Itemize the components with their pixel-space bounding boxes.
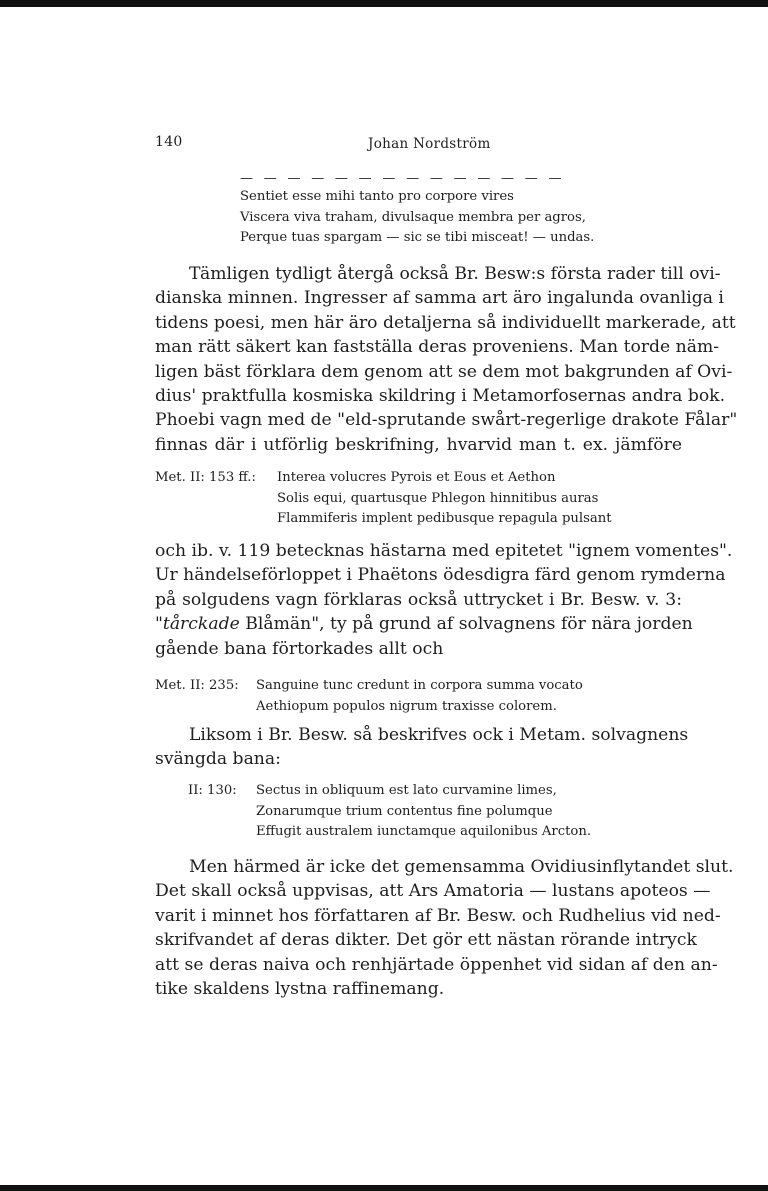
citation-met-2-235 [155,676,583,717]
text-line: tidens poesi, men här äro detaljerna så individuellt markerade, att [155,312,736,333]
text-line: dius' praktfulla kosmiska skildring i Metamorfosernas andra bok. [155,386,726,407]
text-line: Det skall också uppvisas, att Ars Amatoria — lustans apoteos — [155,881,711,902]
text-line-with-italic [155,612,693,636]
text-line: ligen bäst förklara dem genom att se dem mot bakgrunden af Ovi- [155,361,733,382]
paragraph-4 [155,855,734,1001]
text-line: dianska minnen. Ingresser af samma art äro ingalunda ovanliga i [155,288,724,309]
text-line: skrifvandet af deras dikter. Det gör ett nästan rörande intryck [155,930,697,951]
citation-reference: Met. II: 235: [155,678,239,693]
verse-line: Sentiet esse mihi tanto pro corpore vires [240,189,514,204]
text-line: på solgudens vagn förklaras också uttrycket i Br. Besw. v. 3: [155,589,682,610]
line-remainder: Blåmän", ty på grund af solvagnens för nära jorden [239,614,693,635]
text-line: man rätt säkert kan fastställa deras proveniens. Man torde näm- [155,337,720,358]
verse-line: Perque tuas spargam — sic se tibi misceat! — undas. [240,230,595,245]
citation-2-130 [188,781,591,843]
text-line: tike skaldens lystna raffinemang. [155,979,445,1000]
verse-quotation-1 [240,187,594,249]
text-line: finnas där i utförlig beskrifning, hvarvid man t. ex. jämföre [155,434,682,455]
paragraph-2 [155,539,733,661]
paragraph-1 [155,262,738,457]
text-line: och ib. v. 119 betecknas hästarna med epitetet "ignem vomentes". [155,541,733,561]
text-line: Tämligen tydligt återgå också Br. Besw:s första rader till ovi- [189,264,721,284]
verse-line: Viscera viva traham, divulsaque membra per agros, [240,209,586,225]
text-line: Ur händelseförloppet i Phaëtons ödesdigra färd genom rymderna [155,565,726,586]
verse-line: Solis equi, quartusque Phlegon hinnitibus auras [277,490,599,506]
text-line: gående bana förtorkades allt och [155,638,444,659]
text-line: Liksom i Br. Besw. så beskrifves ock i Metam. solvagnens [189,725,689,745]
text-line: svängda bana: [155,749,281,770]
verse-line: Flammiferis implent pedibusque repagula pulsant [277,511,612,526]
text-line: Men härmed är icke det gemensamma Ovidiusinflytandet slut. [189,857,734,877]
text-line: att se deras naiva och renhjärtade öppenhet vid sidan af den an- [155,954,718,975]
paragraph-3 [155,723,689,772]
text-line: varit i minnet hos författaren af Br. Besw. och Rudhelius vid ned- [155,905,721,926]
verse-line: Effugit australem iunctamque aquilonibus Arcton. [256,824,592,839]
citation-reference: II: 130: [188,783,237,798]
verse-line: Zonarumque trium contentus fine polumque [256,803,553,819]
verse-line: Interea volucres Pyrois et Eous et Aethon [277,470,556,485]
verse-line: Sectus in obliquum est lato curvamine limes, [256,783,557,798]
citation-reference: Met. II: 153 ff.: [155,470,256,485]
verse-line: Sanguine tunc credunt in corpora summa vocato [256,678,583,693]
verse-line: Aethiopum populos nigrum traxisse colorem. [256,698,557,714]
page-number: 140 [155,134,183,150]
omission-dashes: — — — — — — — — — — — — — — [240,171,565,186]
open-quote: " [155,614,163,635]
text-line: Phoebi vagn med de "eld-sprutande swårt-regerlige drakote Fålar" [155,410,738,431]
citation-met-2-153 [155,468,612,530]
italic-word: tårckade [162,614,240,635]
running-title: Johan Nordström [368,136,491,152]
